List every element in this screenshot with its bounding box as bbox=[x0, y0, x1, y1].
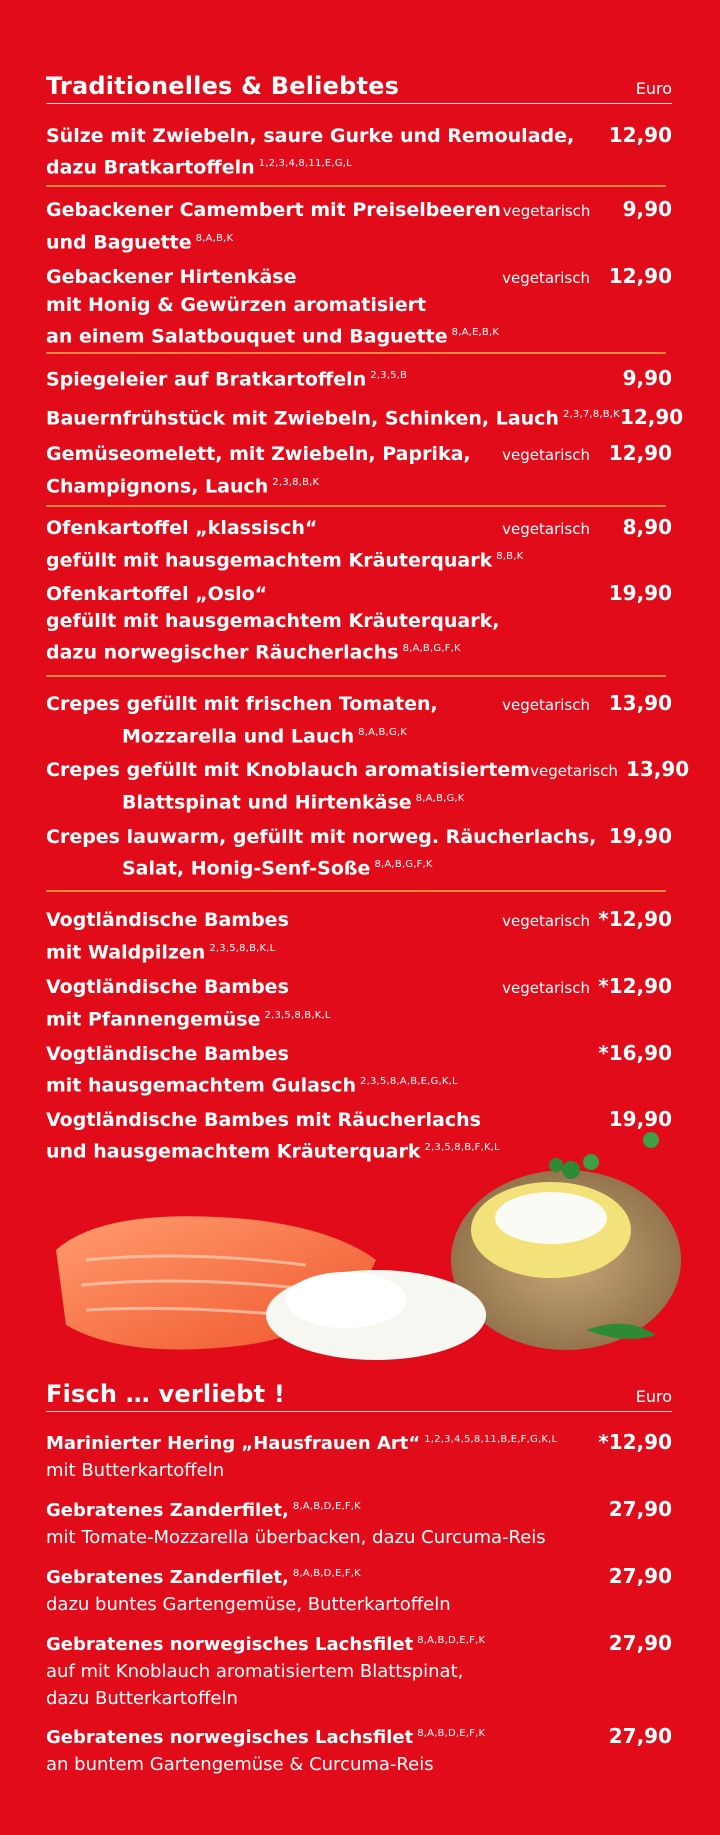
herb-leaf bbox=[583, 1154, 599, 1170]
menu-item bbox=[46, 1493, 672, 1551]
item-price: 27,90 bbox=[608, 1724, 672, 1748]
item-name: Vogtländische Bambes mit Räucherlachs bbox=[46, 1109, 481, 1131]
item-desc: mit Butterkartoffeln bbox=[46, 1460, 225, 1481]
section-title: Traditionelles & Beliebtes bbox=[46, 72, 400, 100]
allergen-codes: 8,A,B,G,K bbox=[415, 793, 465, 804]
item-name: Crepes lauwarm, gefüllt mit norweg. Räucherlachs, bbox=[46, 826, 597, 848]
menu-item bbox=[46, 401, 684, 432]
allergen-codes: 2,3,5,8,B,F,K,L bbox=[424, 1142, 500, 1153]
herb-leaf bbox=[549, 1158, 563, 1172]
item-price: 19,90 bbox=[608, 1107, 672, 1131]
item-desc: Blattspinat und Hirtenkäse bbox=[122, 791, 412, 814]
menu-item bbox=[46, 362, 672, 393]
item-name: Vogtländische Bambes bbox=[46, 1043, 289, 1065]
item-desc: und Baguette bbox=[46, 231, 192, 254]
allergen-codes: 8,A,B,G,F,K bbox=[374, 859, 433, 870]
item-price: 19,90 bbox=[608, 581, 672, 605]
allergen-codes: 1,2,3,4,5,8,11,B,E,F,G,K,L bbox=[424, 1434, 558, 1445]
menu-item bbox=[46, 514, 672, 574]
item-price: 12,90 bbox=[619, 405, 684, 430]
allergen-codes: 2,3,5,B bbox=[370, 370, 408, 381]
allergen-codes: 2,3,5,8,B,K,L bbox=[264, 1010, 331, 1021]
vegetarian-label: vegetarisch bbox=[502, 446, 590, 464]
vegetarian-label: vegetarisch bbox=[502, 520, 590, 538]
allergen-codes: 2,3,7,8,B,K bbox=[562, 409, 620, 420]
menu-item bbox=[46, 1627, 672, 1712]
item-desc: mit Honig & Gewürzen aromatisiert bbox=[46, 294, 427, 316]
vegetarian-label: vegetarisch bbox=[502, 696, 590, 714]
menu-item bbox=[46, 122, 672, 181]
item-price: 8,90 bbox=[622, 515, 672, 539]
quark-topping bbox=[495, 1192, 607, 1244]
item-price: 27,90 bbox=[608, 1631, 672, 1655]
item-desc: mit hausgemachtem Gulasch bbox=[46, 1074, 357, 1097]
item-desc: an einem Salatbouquet und Baguette bbox=[46, 325, 448, 348]
item-name: Bauernfrühstück mit Zwiebeln, Schinken, Lauch bbox=[46, 407, 559, 430]
vegetarian-label: vegetarisch bbox=[530, 762, 618, 780]
item-desc: Champignons, Lauch bbox=[46, 475, 269, 498]
allergen-codes: 2,3,5,8,B,K,L bbox=[209, 943, 276, 954]
section-header-fish bbox=[46, 1380, 672, 1412]
separator bbox=[46, 890, 666, 892]
section-header-traditional bbox=[46, 72, 672, 104]
item-name: Gebratenes Zanderfilet, bbox=[46, 1567, 289, 1588]
item-name: Marinierter Hering „Hausfrauen Art“ bbox=[46, 1433, 421, 1454]
section-title: Fisch … verliebt ! bbox=[46, 1380, 285, 1408]
menu-item bbox=[46, 263, 672, 350]
allergen-codes: 8,A,E,B,K bbox=[451, 327, 500, 338]
item-name: Vogtländische Bambes bbox=[46, 976, 289, 998]
menu-item bbox=[46, 756, 690, 816]
item-desc: dazu buntes Gartengemüse, Butterkartoffeln bbox=[46, 1594, 451, 1615]
item-name: Ofenkartoffel „Oslo“ bbox=[46, 583, 268, 605]
menu-item bbox=[46, 823, 672, 882]
menu-item bbox=[46, 906, 672, 966]
allergen-codes: 8,A,B,D,E,F,K bbox=[292, 1501, 361, 1512]
item-desc: Salat, Honig-Senf-Soße bbox=[122, 857, 371, 880]
allergen-codes: 2,3,5,8,A,B,E,G,K,L bbox=[360, 1076, 458, 1087]
item-name: Spiegeleier auf Bratkartoffeln bbox=[46, 368, 367, 391]
item-desc: gefüllt mit hausgemachtem Kräuterquark bbox=[46, 549, 493, 572]
allergen-codes: 8,A,B,D,E,F,K bbox=[417, 1635, 486, 1646]
item-name: Sülze mit Zwiebeln, saure Gurke und Remoulade, bbox=[46, 125, 575, 147]
item-price: *12,90 bbox=[598, 907, 672, 931]
item-name: Gebratenes norwegisches Lachsfilet bbox=[46, 1727, 414, 1748]
menu-item bbox=[46, 440, 672, 500]
herb-leaf bbox=[643, 1132, 659, 1148]
separator bbox=[46, 505, 666, 507]
item-name: Crepes gefüllt mit frischen Tomaten, bbox=[46, 693, 438, 715]
item-price: *12,90 bbox=[598, 1430, 672, 1454]
item-name: Gebratenes Zanderfilet, bbox=[46, 1500, 289, 1521]
currency-label: Euro bbox=[635, 1387, 672, 1406]
menu-item bbox=[46, 973, 672, 1033]
item-desc: mit Pfannengemüse bbox=[46, 1008, 261, 1031]
allergen-codes: 8,A,B,G,K bbox=[358, 727, 408, 738]
menu-item bbox=[46, 1720, 672, 1778]
herb-leaf bbox=[562, 1161, 580, 1179]
item-desc: mit Waldpilzen bbox=[46, 941, 206, 964]
item-name: Gebackener Hirtenkäse bbox=[46, 266, 297, 288]
vegetarian-label: vegetarisch bbox=[502, 912, 590, 930]
item-price: 9,90 bbox=[622, 197, 672, 221]
item-price: 12,90 bbox=[608, 123, 672, 147]
item-price: 12,90 bbox=[608, 264, 672, 288]
item-price: 27,90 bbox=[608, 1564, 672, 1588]
currency-label: Euro bbox=[635, 79, 672, 98]
separator bbox=[46, 675, 666, 677]
vegetarian-label: vegetarisch bbox=[502, 202, 591, 220]
menu-item bbox=[46, 196, 672, 256]
item-price: 13,90 bbox=[608, 691, 672, 715]
item-name: Crepes gefüllt mit Knoblauch aromatisiertem bbox=[46, 759, 531, 781]
item-name: Vogtländische Bambes bbox=[46, 909, 289, 931]
item-name: Ofenkartoffel „klassisch“ bbox=[46, 517, 318, 539]
allergen-codes: 8,A,B,G,F,K bbox=[402, 643, 461, 654]
menu-item bbox=[46, 1560, 672, 1618]
item-price: 9,90 bbox=[622, 366, 672, 391]
item-price: *16,90 bbox=[598, 1041, 672, 1065]
item-desc: an buntem Gartengemüse & Curcuma-Reis bbox=[46, 1754, 434, 1775]
item-price: 27,90 bbox=[608, 1497, 672, 1521]
item-name: Gemüseomelett, mit Zwiebeln, Paprika, bbox=[46, 443, 471, 465]
allergen-codes: 1,2,3,4,8,11,E,G,L bbox=[258, 158, 352, 169]
allergen-codes: 8,A,B,D,E,F,K bbox=[417, 1728, 486, 1739]
allergen-codes: 8,A,B,K bbox=[195, 233, 234, 244]
vegetarian-label: vegetarisch bbox=[502, 979, 590, 997]
menu-item bbox=[46, 580, 672, 666]
item-price: *12,90 bbox=[598, 974, 672, 998]
allergen-codes: 8,A,B,D,E,F,K bbox=[292, 1568, 361, 1579]
item-desc: gefüllt mit hausgemachtem Kräuterquark, bbox=[46, 610, 500, 632]
item-desc: dazu norwegischer Räucherlachs bbox=[46, 641, 399, 664]
separator bbox=[46, 352, 666, 354]
item-desc: Mozzarella und Lauch bbox=[122, 725, 355, 748]
menu-item bbox=[46, 1040, 672, 1099]
vegetarian-label: vegetarisch bbox=[502, 269, 590, 287]
food-illustration bbox=[46, 1110, 686, 1390]
allergen-codes: 8,B,K bbox=[496, 551, 524, 562]
item-desc: dazu Butterkartoffeln bbox=[46, 1688, 238, 1709]
item-desc: dazu Bratkartoffeln bbox=[46, 156, 255, 179]
separator bbox=[46, 185, 666, 187]
item-name: Gebackener Camembert mit Preiselbeeren bbox=[46, 199, 501, 221]
item-desc: und hausgemachtem Kräuterquark bbox=[46, 1140, 421, 1163]
item-price: 12,90 bbox=[608, 441, 672, 465]
menu-item bbox=[46, 690, 672, 750]
allergen-codes: 2,3,8,B,K bbox=[272, 477, 320, 488]
item-desc: auf mit Knoblauch aromatisiertem Blattspinat, bbox=[46, 1661, 464, 1682]
item-desc: mit Tomate-Mozzarella überbacken, dazu Curcuma-Reis bbox=[46, 1527, 546, 1548]
menu-item bbox=[46, 1426, 672, 1484]
item-name: Gebratenes norwegisches Lachsfilet bbox=[46, 1634, 414, 1655]
item-price: 13,90 bbox=[625, 757, 690, 781]
item-price: 19,90 bbox=[608, 824, 672, 848]
